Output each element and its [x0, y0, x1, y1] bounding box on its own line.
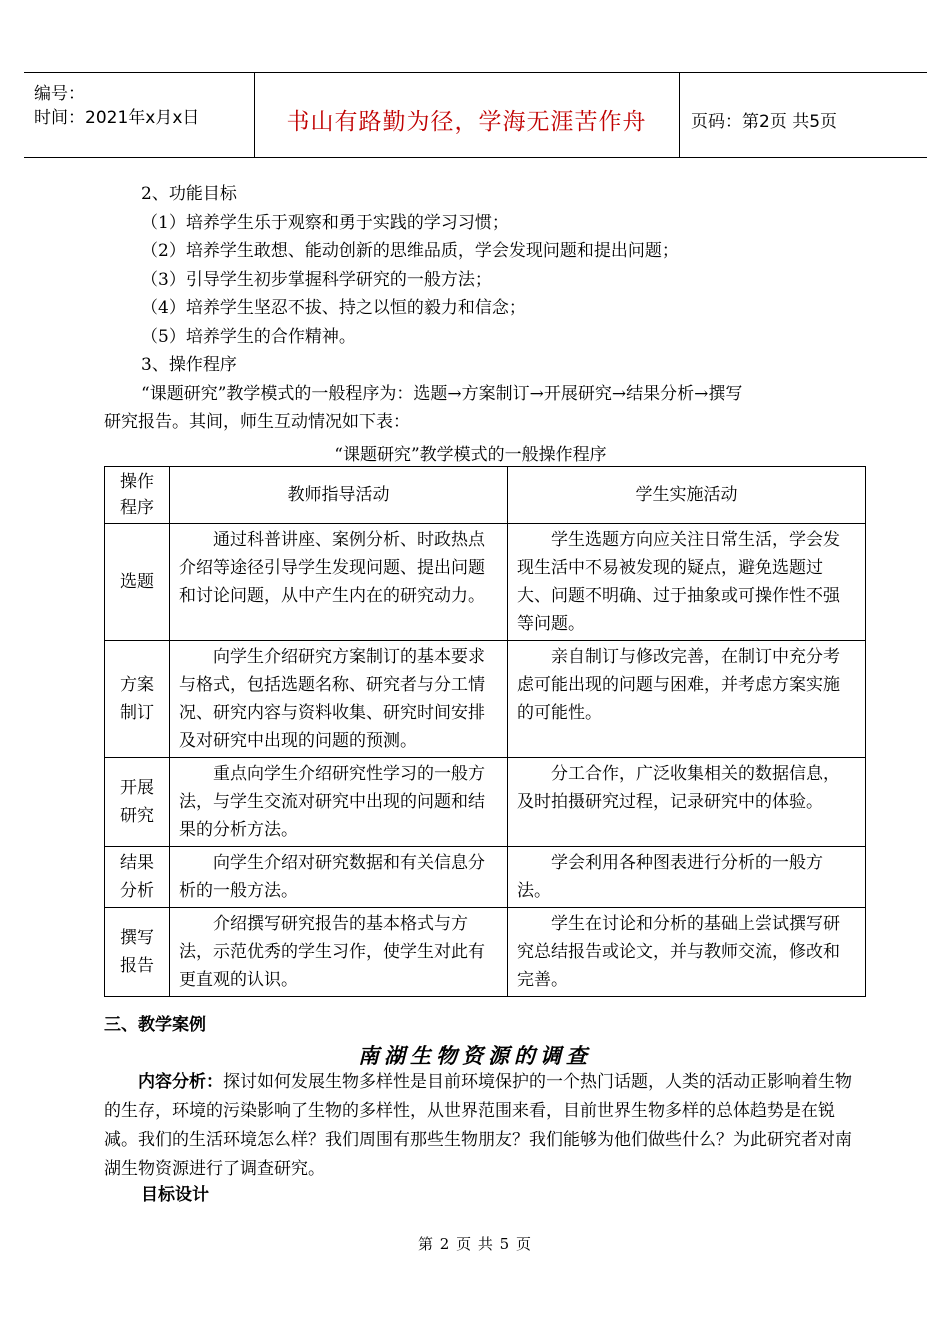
analysis-label: 内容分析：: [138, 1072, 223, 1092]
row-step: 选题: [105, 524, 170, 641]
goal-design-heading: 目标设计: [141, 1185, 209, 1205]
row-student: 学会利用各种图表进行分析的一般方法。: [508, 847, 866, 908]
goal-item-2: （2）培养学生敢想、能动创新的思维品质，学会发现问题和提出问题；: [141, 241, 679, 261]
header-motto-cell: [254, 73, 680, 157]
row-teacher: 重点向学生介绍研究性学习的一般方法，与学生交流对研究中出现的问题和结果的分析方法。: [170, 758, 508, 847]
page-footer: 第 2 页 共 5 页: [418, 1235, 532, 1253]
row-student: 学生在讨论和分析的基础上尝试撰写研究总结报告或论文，并与教师交流，修改和完善。: [508, 908, 866, 997]
table-row: [105, 908, 866, 997]
section3-intro-line2: 研究报告。其间，师生互动情况如下表：: [104, 412, 410, 432]
table-row: [105, 847, 866, 908]
row-teacher: 向学生介绍对研究数据和有关信息分析的一般方法。: [170, 847, 508, 908]
header-page-cell: [679, 73, 927, 157]
case-section-heading: 三、教学案例: [104, 1015, 206, 1035]
case-title: 南湖生物资源的调查: [358, 1043, 592, 1068]
serial-label: 编号：: [34, 84, 85, 104]
row-teacher: 向学生介绍研究方案制订的基本要求与格式，包括选题名称、研究者与分工情况、研究内容与资料收集、研究时间安排及对研究中出现的问题的预测。: [170, 641, 508, 758]
table-row: [105, 641, 866, 758]
procedure-table: [104, 466, 866, 997]
table-header-row: [105, 467, 866, 524]
header-info-cell: [24, 73, 255, 157]
case-analysis-paragraph: [104, 1068, 864, 1184]
goal-item-5: （5）培养学生的合作精神。: [141, 327, 356, 347]
row-teacher: 通过科普讲座、案例分析、时政热点介绍等途径引导学生发现问题、提出问题和讨论问题，从中产生内在的研究动力。: [170, 524, 508, 641]
page-header: [24, 72, 927, 158]
time-label: 时间：2021年x月x日: [34, 108, 200, 128]
header-teacher: 教师指导活动: [170, 467, 508, 524]
goal-item-4: （4）培养学生坚忍不拔、持之以恒的毅力和信念；: [141, 298, 526, 318]
goal-item-3: （3）引导学生初步掌握科学研究的一般方法；: [141, 270, 492, 290]
row-step: 方案制订: [105, 641, 170, 758]
section3-heading: 3、操作程序: [141, 355, 237, 375]
analysis-text: 探讨如何发展生物多样性是目前环境保护的一个热门话题，人类的活动正影响着生物的生存，环境的污染影响了生物的多样性，从世界范围来看，目前世界生物多样的总体趋势是在锐减。我们的生活环境怎么样？我们周围有那些生物朋友？我们能够为他们做些什么？为此研究者对南湖生物资源进行了调查研究。: [104, 1072, 852, 1179]
row-student: 分工合作，广泛收集相关的数据信息，及时拍摄研究过程，记录研究中的体验。: [508, 758, 866, 847]
header-step: 操作程序: [105, 467, 170, 524]
page-code: 页码：第2页 共5页: [691, 112, 838, 132]
row-step: 撰写报告: [105, 908, 170, 997]
motto: 书山有路勤为径，学海无涯苦作舟: [286, 109, 647, 135]
goal-item-1: （1）培养学生乐于观察和勇于实践的学习习惯；: [141, 213, 509, 233]
section3-intro-line1: “课题研究”教学模式的一般程序为：选题→方案制订→开展研究→结果分析→撰写: [141, 384, 743, 404]
header-student: 学生实施活动: [508, 467, 866, 524]
row-teacher: 介绍撰写研究报告的基本格式与方法，示范优秀的学生习作，使学生对此有更直观的认识。: [170, 908, 508, 997]
section2-heading: 2、功能目标: [141, 184, 237, 204]
table-row: [105, 524, 866, 641]
table-row: [105, 758, 866, 847]
row-step: 结果分析: [105, 847, 170, 908]
row-student: 学生选题方向应关注日常生活，学会发现生活中不易被发现的疑点，避免选题过大、问题不明确、过于抽象或可操作性不强等问题。: [508, 524, 866, 641]
table-caption: “课题研究”教学模式的一般操作程序: [334, 445, 607, 465]
row-step: 开展研究: [105, 758, 170, 847]
row-student: 亲自制订与修改完善，在制订中充分考虑可能出现的问题与困难，并考虑方案实施的可能性。: [508, 641, 866, 758]
